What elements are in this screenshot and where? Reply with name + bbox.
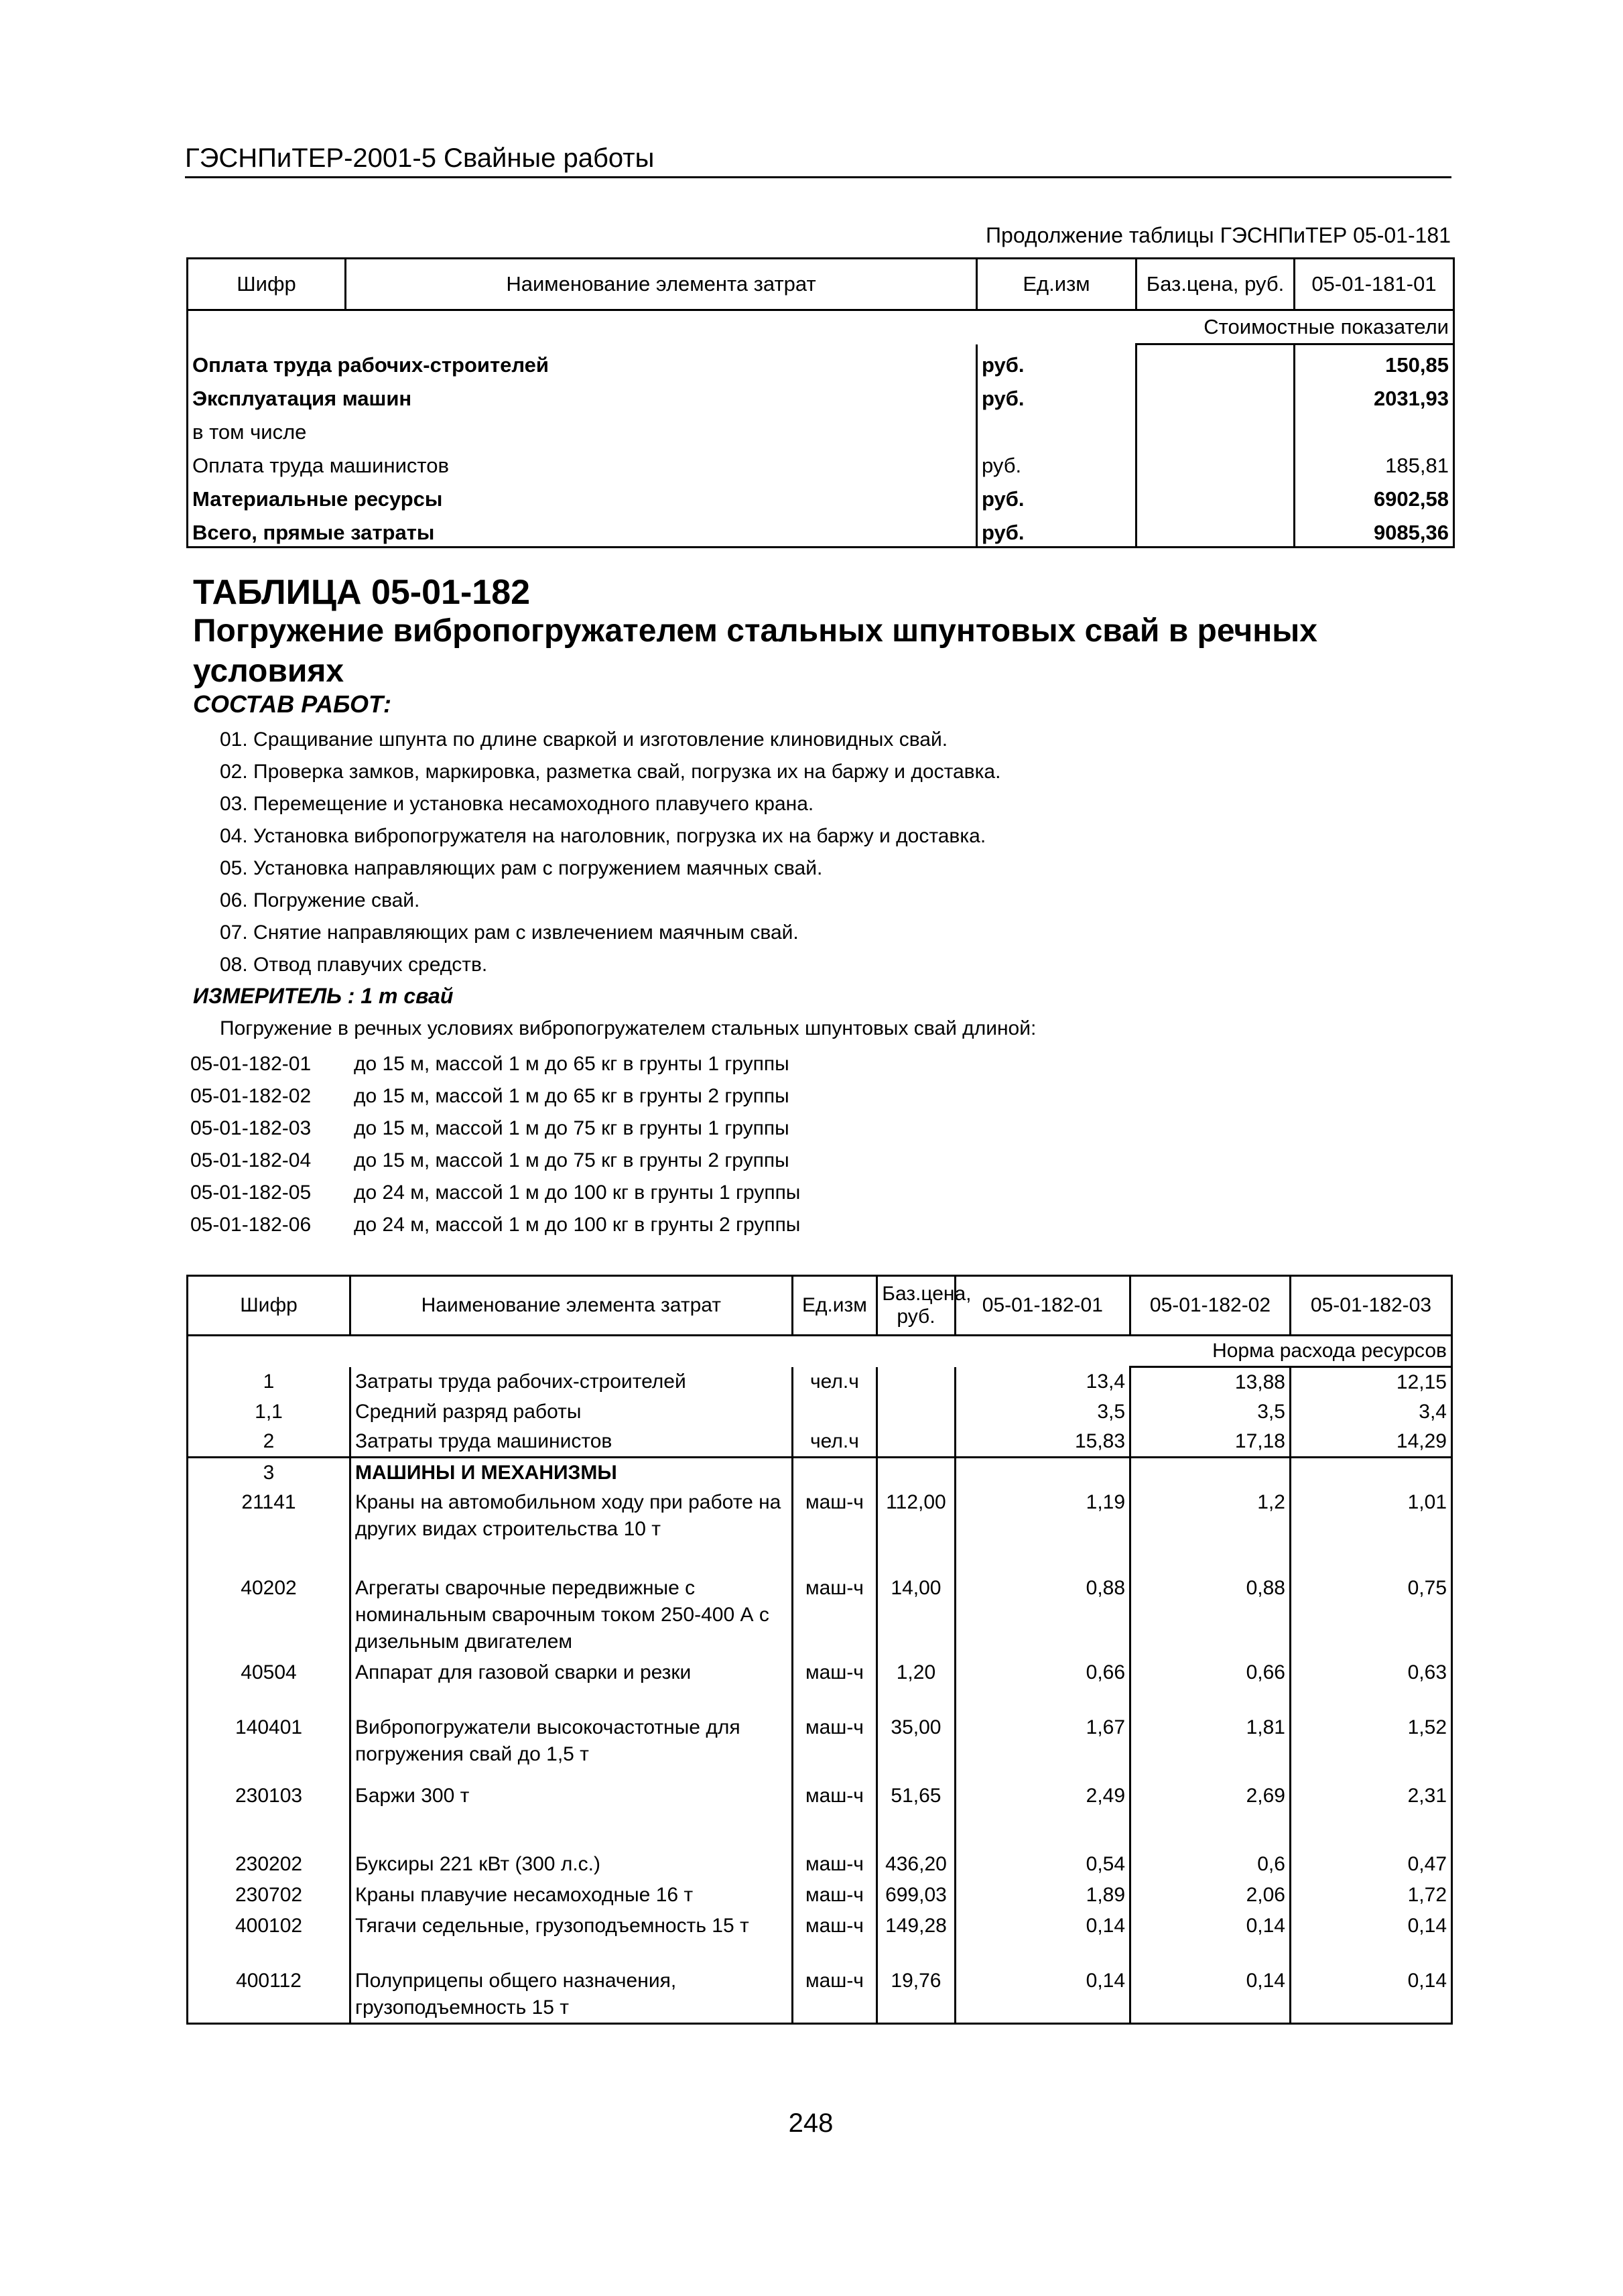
code-row	[190, 1080, 800, 1112]
t2-cell-v2: 1,2	[1130, 1488, 1291, 1574]
t2-row	[188, 1427, 1452, 1458]
t2-col-name: Наименование элемента затрат	[350, 1276, 793, 1336]
t1-cell-value: 150,85	[1295, 344, 1454, 379]
code-row	[190, 1145, 800, 1177]
t2-cell-name: Аппарат для газовой сварки и резки	[350, 1658, 793, 1713]
t2-cell-v3	[1290, 1458, 1451, 1488]
t2-cell-unit: маш-ч	[792, 1911, 877, 1966]
code-text: до 15 м, массой 1 м до 75 кг в грунты 1 группы	[354, 1117, 789, 1139]
code-row	[190, 1048, 800, 1080]
t2-cell-v2: 0,66	[1130, 1658, 1291, 1713]
t2-cell-name: Тягачи седельные, грузоподъемность 15 т	[350, 1911, 793, 1966]
t1-row	[188, 412, 1454, 446]
t2-cell-v2: 17,18	[1130, 1427, 1291, 1458]
t2-cell-unit: чел.ч	[792, 1367, 877, 1398]
t2-col-v2: 05-01-182-02	[1130, 1276, 1291, 1336]
table1	[186, 257, 1455, 548]
t2-cell-price: 699,03	[877, 1880, 955, 1911]
code-text: до 15 м, массой 1 м до 65 кг в грунты 2 группы	[354, 1085, 789, 1107]
t2-cell-v1: 1,89	[955, 1880, 1130, 1911]
table1-caption: Продолжение таблицы ГЭСНПиТЕР 05-01-181	[986, 223, 1451, 247]
t2-cell-unit: маш-ч	[792, 1574, 877, 1658]
t2-col-v3: 05-01-182-03	[1290, 1276, 1451, 1336]
t2-cell-unit	[792, 1458, 877, 1488]
t2-col-price: Баз.цена, руб.	[877, 1276, 955, 1336]
t1-col-unit: Ед.изм	[977, 259, 1137, 310]
t1-cell-name: Всего, прямые затраты	[188, 513, 977, 548]
t2-cell-unit: маш-ч	[792, 1850, 877, 1880]
t2-cell-v3: 0,14	[1290, 1966, 1451, 2024]
t2-cell-code: 400102	[188, 1911, 350, 1966]
t2-cell-unit: маш-ч	[792, 1658, 877, 1713]
t2-cell-v1: 0,14	[955, 1966, 1130, 2024]
t1-cell-unit: руб.	[977, 513, 1137, 548]
t2-cell-name: Агрегаты сварочные передвижные с номинальным сварочным током 250-400 А с дизельным двигателем	[350, 1574, 793, 1658]
t2-cell-v1: 0,54	[955, 1850, 1130, 1880]
code-row	[190, 1112, 800, 1145]
t2-cell-v2: 2,69	[1130, 1781, 1291, 1850]
work-item: 03. Перемещение и установка несамоходного плавучего крана.	[220, 793, 814, 815]
t2-row	[188, 1966, 1452, 2024]
t2-cell-unit: чел.ч	[792, 1427, 877, 1458]
code-id: 05-01-182-02	[190, 1085, 312, 1107]
t2-col-code: Шифр	[188, 1276, 350, 1336]
code-id: 05-01-182-04	[190, 1149, 312, 1171]
t1-cell-name: в том числе	[188, 412, 977, 446]
t1-cell-price	[1137, 412, 1295, 446]
works-heading: СОСТАВ РАБОТ:	[193, 690, 391, 718]
t2-cell-unit: маш-ч	[792, 1880, 877, 1911]
t2-cell-v2: 0,14	[1130, 1911, 1291, 1966]
t2-row	[188, 1713, 1452, 1781]
code-text: до 15 м, массой 1 м до 75 кг в грунты 2 группы	[354, 1149, 789, 1171]
t1-cell-price	[1137, 513, 1295, 548]
code-list	[190, 1048, 800, 1241]
code-id: 05-01-182-06	[190, 1214, 312, 1236]
t2-cell-v1: 13,4	[955, 1367, 1130, 1398]
t2-subheader: Норма расхода ресурсов	[1130, 1336, 1452, 1367]
t2-row	[188, 1850, 1452, 1880]
t2-cell-v1: 3,5	[955, 1397, 1130, 1427]
description: Погружение в речных условиях вибропогружателем стальных шпунтовых свай длиной:	[220, 1017, 1037, 1039]
t2-cell-v1: 0,14	[955, 1911, 1130, 1966]
t2-cell-code: 40202	[188, 1574, 350, 1658]
t2-cell-v2: 0,6	[1130, 1850, 1291, 1880]
t1-col-price: Баз.цена, руб.	[1137, 259, 1295, 310]
t2-cell-v2: 0,14	[1130, 1966, 1291, 2024]
t2-cell-price: 112,00	[877, 1488, 955, 1574]
t2-cell-v2: 0,88	[1130, 1574, 1291, 1658]
t2-cell-code: 140401	[188, 1713, 350, 1781]
t2-cell-code: 1	[188, 1367, 350, 1398]
t1-cell-value: 9085,36	[1295, 513, 1454, 548]
t2-cell-code: 230202	[188, 1850, 350, 1880]
t2-cell-price: 51,65	[877, 1781, 955, 1850]
t2-cell-v1: 1,67	[955, 1713, 1130, 1781]
code-text: до 24 м, массой 1 м до 100 кг в грунты 2 группы	[354, 1214, 801, 1236]
t2-cell-unit	[792, 1397, 877, 1427]
code-id: 05-01-182-05	[190, 1182, 312, 1204]
t1-subheader: Стоимостные показатели	[1137, 310, 1454, 344]
t2-cell-unit: маш-ч	[792, 1488, 877, 1574]
t1-cell-unit: руб.	[977, 344, 1137, 379]
t1-cell-price	[1137, 344, 1295, 379]
t1-row	[188, 513, 1454, 548]
t2-cell-v1: 0,66	[955, 1658, 1130, 1713]
t2-col-unit: Ед.изм	[792, 1276, 877, 1336]
t2-row	[188, 1574, 1452, 1658]
t2-cell-name: Затраты труда рабочих-строителей	[350, 1367, 793, 1398]
page-number: 248	[788, 2108, 834, 2138]
t2-cell-name: Средний разряд работы	[350, 1397, 793, 1427]
table2	[186, 1275, 1453, 2025]
t1-row	[188, 479, 1454, 513]
works-list	[220, 724, 1000, 981]
t2-cell-v3: 0,63	[1290, 1658, 1451, 1713]
t1-cell-name: Оплата труда машинистов	[188, 446, 977, 479]
t2-cell-v2: 3,5	[1130, 1397, 1291, 1427]
t2-row	[188, 1911, 1452, 1966]
t1-cell-unit: руб.	[977, 379, 1137, 412]
t2-cell-v2	[1130, 1458, 1291, 1488]
code-row	[190, 1209, 800, 1241]
t2-cell-unit: маш-ч	[792, 1713, 877, 1781]
t1-cell-unit: руб.	[977, 479, 1137, 513]
t1-cell-value: 6902,58	[1295, 479, 1454, 513]
t1-row	[188, 379, 1454, 412]
t2-row	[188, 1658, 1452, 1713]
t2-cell-code: 3	[188, 1458, 350, 1488]
t2-cell-v3: 1,72	[1290, 1880, 1451, 1911]
t2-cell-code: 21141	[188, 1488, 350, 1574]
t2-cell-v1: 15,83	[955, 1427, 1130, 1458]
t2-row	[188, 1781, 1452, 1850]
t1-cell-unit: руб.	[977, 446, 1137, 479]
t2-cell-code: 230702	[188, 1880, 350, 1911]
section-subtitle: Погружение вибропогружателем стальных шпунтовых свай в речных условиях	[193, 613, 1317, 689]
t2-cell-price	[877, 1458, 955, 1488]
t2-cell-price: 436,20	[877, 1850, 955, 1880]
t2-cell-price: 1,20	[877, 1658, 955, 1713]
t2-cell-unit: маш-ч	[792, 1781, 877, 1850]
t1-cell-value: 185,81	[1295, 446, 1454, 479]
t2-cell-name: Полуприцепы общего назначения, грузоподъемность 15 т	[350, 1966, 793, 2024]
work-item: 01. Сращивание шпунта по длине сваркой и изготовление клиновидных свай.	[220, 728, 948, 751]
t2-cell-code: 400112	[188, 1966, 350, 2024]
t2-cell-v1	[955, 1458, 1130, 1488]
t2-cell-name: МАШИНЫ И МЕХАНИЗМЫ	[350, 1458, 793, 1488]
work-item: 05. Установка направляющих рам с погружением маячных свай.	[220, 857, 823, 879]
t1-row	[188, 344, 1454, 379]
t2-cell-v2: 2,06	[1130, 1880, 1291, 1911]
t2-cell-price	[877, 1427, 955, 1458]
t2-cell-price	[877, 1397, 955, 1427]
code-id: 05-01-182-01	[190, 1053, 312, 1075]
t1-row	[188, 446, 1454, 479]
running-header: ГЭСНПиТЕР-2001-5 Свайные работы	[185, 143, 1451, 178]
work-item: 06. Погружение свай.	[220, 889, 420, 911]
t1-cell-name: Материальные ресурсы	[188, 479, 977, 513]
section-title: ТАБЛИЦА 05-01-182	[193, 573, 531, 612]
code-text: до 15 м, массой 1 м до 65 кг в грунты 1 группы	[354, 1053, 789, 1075]
work-item: 04. Установка вибропогружателя на наголовник, погрузка их на баржу и доставка.	[220, 825, 986, 847]
t2-cell-v1: 2,49	[955, 1781, 1130, 1850]
work-item: 08. Отвод плавучих средств.	[220, 954, 488, 976]
t2-cell-v3: 12,15	[1290, 1367, 1451, 1398]
t2-cell-price: 14,00	[877, 1574, 955, 1658]
t2-cell-name: Буксиры 221 кВт (300 л.с.)	[350, 1850, 793, 1880]
t2-cell-v1: 1,19	[955, 1488, 1130, 1574]
t2-cell-code: 1,1	[188, 1397, 350, 1427]
t2-cell-v3: 0,14	[1290, 1911, 1451, 1966]
t2-row	[188, 1367, 1452, 1398]
t2-cell-code: 230103	[188, 1781, 350, 1850]
t2-cell-v3: 0,47	[1290, 1850, 1451, 1880]
t2-cell-v3: 3,4	[1290, 1397, 1451, 1427]
t2-row	[188, 1458, 1452, 1488]
t2-cell-v3: 2,31	[1290, 1781, 1451, 1850]
code-id: 05-01-182-03	[190, 1117, 312, 1139]
code-text: до 24 м, массой 1 м до 100 кг в грунты 1 группы	[354, 1182, 801, 1204]
t2-cell-unit: маш-ч	[792, 1966, 877, 2024]
t2-cell-price: 35,00	[877, 1713, 955, 1781]
t1-cell-name: Эксплуатация машин	[188, 379, 977, 412]
t1-col-value: 05-01-181-01	[1295, 259, 1454, 310]
t2-cell-v3: 0,75	[1290, 1574, 1451, 1658]
t2-cell-name: Баржи 300 т	[350, 1781, 793, 1850]
t2-cell-code: 40504	[188, 1658, 350, 1713]
t1-cell-unit	[977, 412, 1137, 446]
t2-row	[188, 1397, 1452, 1427]
t2-cell-v3: 1,52	[1290, 1713, 1451, 1781]
work-item: 02. Проверка замков, маркировка, разметка свай, погрузка их на баржу и доставка.	[220, 761, 1001, 783]
code-row	[190, 1177, 800, 1209]
t2-cell-name: Затраты труда машинистов	[350, 1427, 793, 1458]
t1-cell-price	[1137, 379, 1295, 412]
t1-cell-price	[1137, 479, 1295, 513]
t2-row	[188, 1488, 1452, 1574]
t2-cell-name: Вибропогружатели высокочастотные для погружения свай до 1,5 т	[350, 1713, 793, 1781]
t2-cell-v1: 0,88	[955, 1574, 1130, 1658]
t1-cell-price	[1137, 446, 1295, 479]
t2-cell-v2: 1,81	[1130, 1713, 1291, 1781]
t2-cell-v2: 13,88	[1130, 1367, 1291, 1398]
t2-cell-v3: 14,29	[1290, 1427, 1451, 1458]
t2-cell-code: 2	[188, 1427, 350, 1458]
t2-cell-price	[877, 1367, 955, 1398]
t2-row	[188, 1880, 1452, 1911]
t2-cell-name: Краны плавучие несамоходные 16 т	[350, 1880, 793, 1911]
t2-cell-v3: 1,01	[1290, 1488, 1451, 1574]
t1-cell-value: 2031,93	[1295, 379, 1454, 412]
t2-col-v1: 05-01-182-01	[955, 1276, 1130, 1336]
t1-cell-value	[1295, 412, 1454, 446]
meter: ИЗМЕРИТЕЛЬ : 1 т свай	[193, 984, 454, 1008]
work-item: 07. Снятие направляющих рам с извлечением маячным свай.	[220, 921, 799, 944]
t2-cell-name: Краны на автомобильном ходу при работе на других видах строительства 10 т	[350, 1488, 793, 1574]
t1-col-code: Шифр	[188, 259, 346, 310]
t2-cell-price: 149,28	[877, 1911, 955, 1966]
t2-cell-price: 19,76	[877, 1966, 955, 2024]
t1-col-name: Наименование элемента затрат	[346, 259, 977, 310]
t1-cell-name: Оплата труда рабочих-строителей	[188, 344, 977, 379]
